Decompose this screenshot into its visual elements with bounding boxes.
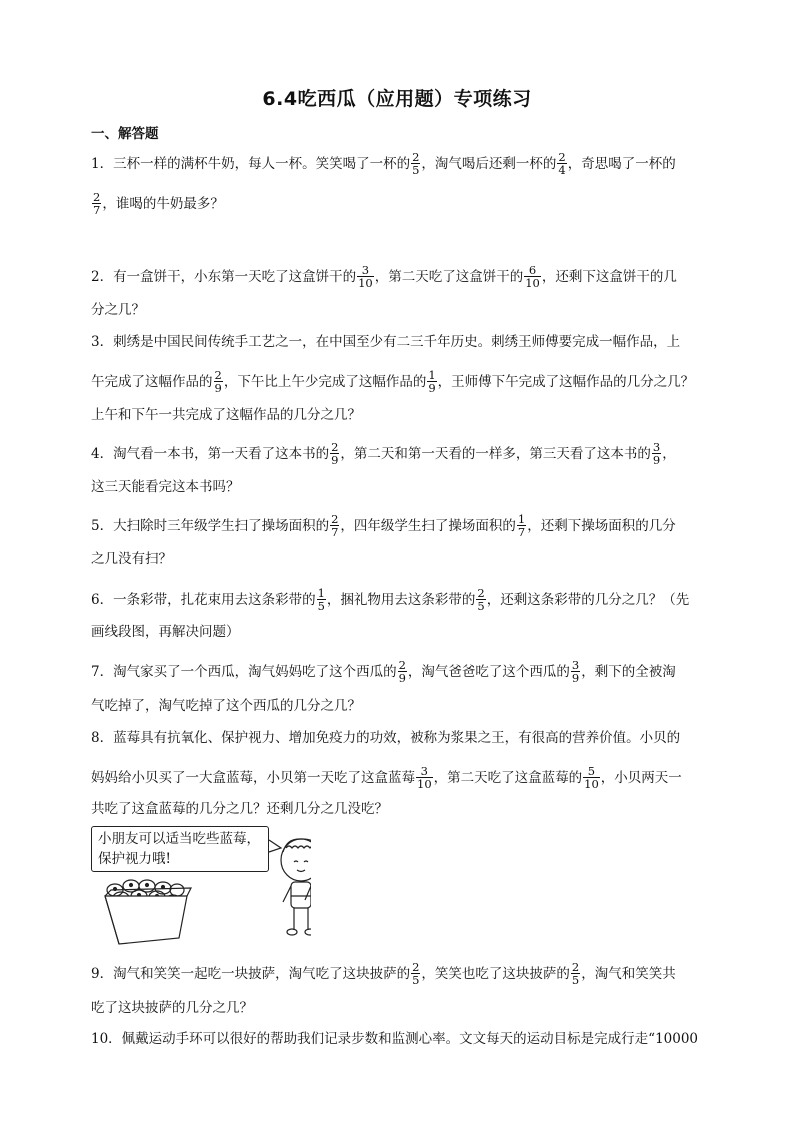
q2-text-b: ，第二天吃了这盒饼干的	[374, 269, 524, 286]
q4-text-b: ，第二天和第一天看的一样多，第三天看了这本书的	[340, 446, 651, 463]
q7-text-c: ，剩下的全被淘	[581, 664, 676, 681]
question-9-line-2	[91, 1002, 253, 1016]
fraction: $\frac{6}{10}$	[525, 263, 540, 291]
q3-text-c: ，下午比上午少完成了这幅作品的	[223, 374, 427, 391]
section-heading: 一、解答题	[91, 126, 159, 142]
fraction: $\frac{2}{5}$	[477, 586, 485, 614]
blueberry-box-icon	[105, 880, 191, 944]
q6-text-b: ，捆礼物用去这条彩带的	[326, 592, 476, 609]
q8-text-c: ，第二天吃了这盒蓝莓的	[433, 770, 583, 787]
question-2-line-1	[91, 265, 677, 290]
fraction: $\frac{2}{5}$	[412, 960, 420, 988]
q7-text-d: 气吃掉了，淘气吃掉了这个西瓜的几分之几？	[91, 698, 361, 714]
q1-text-d: ，谁喝的牛奶最多？	[102, 196, 224, 213]
q9-text-b: ，笑笑也吃了这块披萨的	[421, 966, 570, 983]
fraction: $\frac{2}{4}$	[558, 150, 566, 178]
fraction: $\frac{5}{10}$	[584, 764, 599, 792]
fraction: $\frac{3}{10}$	[358, 263, 373, 291]
q7-text-b: ，淘气爸爸吃了这个西瓜的	[407, 664, 570, 681]
question-9-line-1	[91, 962, 676, 987]
question-3-line-3	[91, 409, 361, 423]
fraction: $\frac{1}{5}$	[317, 586, 325, 614]
q9-text-c: ，淘气和笑笑共	[581, 966, 676, 983]
bubble-tail	[269, 840, 281, 852]
q3-text-d: ，王师傅下午完成了这幅作品的几分之几？	[437, 374, 695, 391]
q2-text-d: 分之几？	[91, 302, 145, 318]
fraction: $\frac{2}{9}$	[398, 658, 406, 686]
question-7-line-1	[91, 660, 676, 685]
q6-text-a: 6．一条彩带，扎花束用去这条彩带的	[91, 592, 316, 609]
fraction: $\frac{2}{7}$	[93, 190, 101, 218]
q4-text-d: 这三天能看完这本书吗？	[91, 479, 240, 495]
question-5-line-2	[91, 553, 172, 567]
q5-text-a: 5．大扫除时三年级学生扫了操场面积的	[91, 518, 330, 535]
q4-text-c: ，	[662, 446, 676, 463]
question-8-line-2	[91, 766, 682, 791]
q5-text-d: 之几没有扫？	[91, 551, 172, 567]
question-6-line-2	[91, 626, 240, 640]
q8-text-d: ，小贝两天一	[600, 770, 682, 787]
q2-text-a: 2．有一盒饼干，小东第一天吃了这盒饼干的	[91, 269, 357, 286]
fraction: $\frac{2}{5}$	[571, 960, 580, 988]
question-2-line-2	[91, 304, 145, 318]
question-6-line-1	[91, 588, 689, 613]
question-8-line-1	[91, 732, 680, 746]
question-10-line-1	[91, 1033, 698, 1047]
q6-text-d: 画线段图，再解决问题）	[91, 624, 240, 640]
q1-text-c: ，奇思喝了一杯的	[567, 156, 676, 173]
question-8-line-3	[91, 803, 388, 817]
question-3-line-2	[91, 370, 694, 395]
q3-text-b: 午完成了这幅作品的	[91, 374, 213, 391]
fraction: $\frac{3}{9}$	[571, 658, 580, 686]
q3-text-e: 上午和下午一共完成了这幅作品的几分之几？	[91, 407, 361, 423]
question-4-line-2	[91, 481, 240, 495]
question-7-line-2	[91, 700, 361, 714]
fraction: $\frac{2}{5}$	[412, 150, 420, 178]
q3-text-a: 3．刺绣是中国民间传统手工艺之一，在中国至少有二三千年历史。刺绣王师傅要完成一幅作品，上	[91, 334, 681, 350]
bubble-line-2: 保护视力哦!	[98, 851, 171, 867]
boy-icon	[281, 839, 311, 935]
bubble-line-1: 小朋友可以适当吃些蓝莓，	[98, 831, 260, 847]
question-5-line-1	[91, 514, 676, 539]
q8-text-b: 妈妈给小贝买了一大盒蓝莓，小贝第一天吃了这盒蓝莓	[91, 770, 415, 787]
q1-text-a: 1．三杯一样的满杯牛奶，每人一杯。笑笑喝了一杯的	[91, 156, 411, 173]
question-1-line-1	[91, 152, 676, 177]
question-3-line-1	[91, 336, 680, 350]
fraction: $\frac{2}{9}$	[331, 440, 339, 468]
q1-text-b: ，淘气喝后还剩一杯的	[421, 156, 557, 173]
question-4-line-1	[91, 442, 676, 467]
q9-text-a: 9．淘气和笑笑一起吃一块披萨，淘气吃了这块披萨的	[91, 966, 411, 983]
q4-text-a: 4．淘气看一本书，第一天看了这本书的	[91, 446, 330, 463]
fraction: $\frac{3}{9}$	[652, 440, 661, 468]
blueberry-illustration	[91, 826, 311, 950]
q2-text-c: ，还剩下这盒饼干的几	[541, 269, 677, 286]
illustration-drawing	[91, 826, 311, 950]
q6-text-c: ，还剩这条彩带的几分之几？（先	[486, 592, 690, 609]
q10-text-a: 10．佩戴运动手环可以很好的帮助我们记录步数和监测心率。文文每天的运动目标是完成行走“10000	[91, 1031, 699, 1047]
q5-text-c: ，还剩下操场面积的几分	[527, 518, 676, 535]
q5-text-b: ，四年级学生扫了操场面积的	[340, 518, 516, 535]
q7-text-a: 7．淘气家买了一个西瓜，淘气妈妈吃了这个西瓜的	[91, 664, 397, 681]
fraction: $\frac{2}{7}$	[331, 512, 339, 540]
q8-text-e: 共吃了这盒蓝莓的几分之几？还剩几分之几没吃？	[91, 801, 388, 817]
q9-text-d: 吃了这块披萨的几分之几？	[91, 1000, 253, 1016]
question-1-line-2	[91, 192, 224, 217]
fraction: $\frac{1}{7}$	[517, 512, 526, 540]
fraction: $\frac{3}{10}$	[417, 764, 432, 792]
fraction: $\frac{2}{9}$	[214, 368, 222, 396]
q8-text-a: 8．蓝莓具有抗氧化、保护视力、增加免疫力的功效，被称为浆果之王，有很高的营养价值。小贝的	[91, 730, 681, 746]
page-title: 6.4吃西瓜（应用题）专项练习	[262, 88, 532, 110]
fraction: $\frac{1}{9}$	[428, 368, 436, 396]
